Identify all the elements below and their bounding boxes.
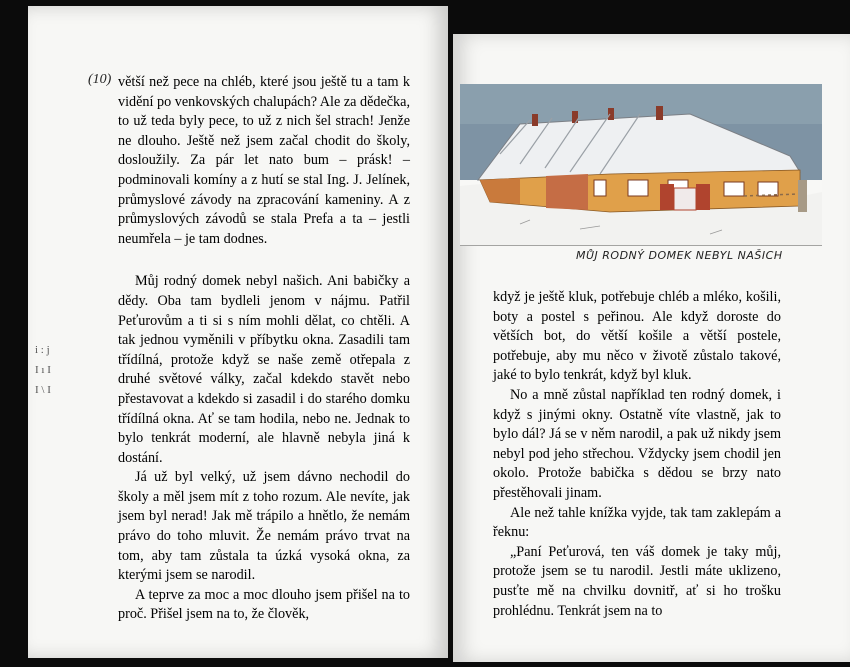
paragraph-5: když je ještě kluk, potřebuje chléb a mléko, košili, boty a postel s peřinou. Ale když doroste do větších bot, do větší košile a větší postele, potřebuje, aby mu něco v životě zůstalo takové, jaké to bylo tenkrát, když byl kluk. [493,289,781,384]
paragraph-3: Já už byl velký, už jsem dávno nechodil do školy a měl jsem mít z toho rozum. Ale nevíte, jak jsem byl nerad! Jak mě trápilo a hnětlo, že nemám právo do toho mluvit. Že nemám právo trvat na tom, aby tam zůstala ta úzká vysoká okna, za kterými jsem se narodil. [118,469,410,584]
left-text-column [118,73,410,625]
house-illustration [460,84,822,246]
paragraph-1: větší než pece na chléb, které jsou ještě tu a tam k vidění po venkovských chalupách? Ale za dědečka, to už teda byly pece, to už z nich šel strach! Jenže ne dlouho. Ještě než jsem začal chodit do školy, dosloužily. Za pár let nato bum – prásk! – podminovali komíny a z hutí se stal Ing. J. Jelínek, průmyslové závody na zpracování kameniny. A z průmyslových závodů se stala Prefa a ta – jestli neumřela – je tam dodnes. [118,74,410,247]
illustration-caption: MŮJ RODNÝ DOMEK NEBYL NAŠICH [576,249,783,262]
paragraph-6: No a mně zůstal například ten rodný domek, i když s jinými okny. Ostatně víte vlastně, jak to bylo dál? Já se v něm narodil, a pak už nikdy jsem nebyl pod jeho střechou. Vždycky jsem chodil jen okolo. Protože babička s dědou se brzy nato přestěhovali jinam. [493,386,781,501]
paragraph-2: Můj rodný domek nebyl našich. Ani babičky a dědy. Oba tam bydleli jenom v nájmu. Patřil Peťurovům a ti si s ním mohli dělat, co chtěli. A tak jednou vyměnili v příbytku okna. Zasadili tam třídílná, protože když se naše země otřepala z druhé světové války, začal kdekdo stavět nebo přestavovat a kdekdo si zasadil i do starého domku třídílná okna. Ať se tam hodila, nebo ne. Jednak to bylo tenkrát moderní, ale hlavně nebyla jiná k dostání. [118,273,410,466]
paragraph-7: Ale než tahle knížka vyjde, tak tam zaklepám a řeknu: [493,504,781,541]
line-number: (10) [88,72,112,87]
right-text-column [493,288,781,621]
paragraph-4: A teprve za moc a moc dlouho jsem přišel na to proč. Přišel jsem na to, že člověk, [118,586,410,623]
paragraph-8: „Paní Peťurová, ten váš domek je taky můj, protože jsem se tu narodil. Jestli máte uklizeno, pusťte mě na chvilku dovnitř, ať si ho trošku prohlédnu. Tenkrát jsem na to [493,543,781,619]
bleed-through-marks: i : j I ı I I \ I [35,344,51,396]
